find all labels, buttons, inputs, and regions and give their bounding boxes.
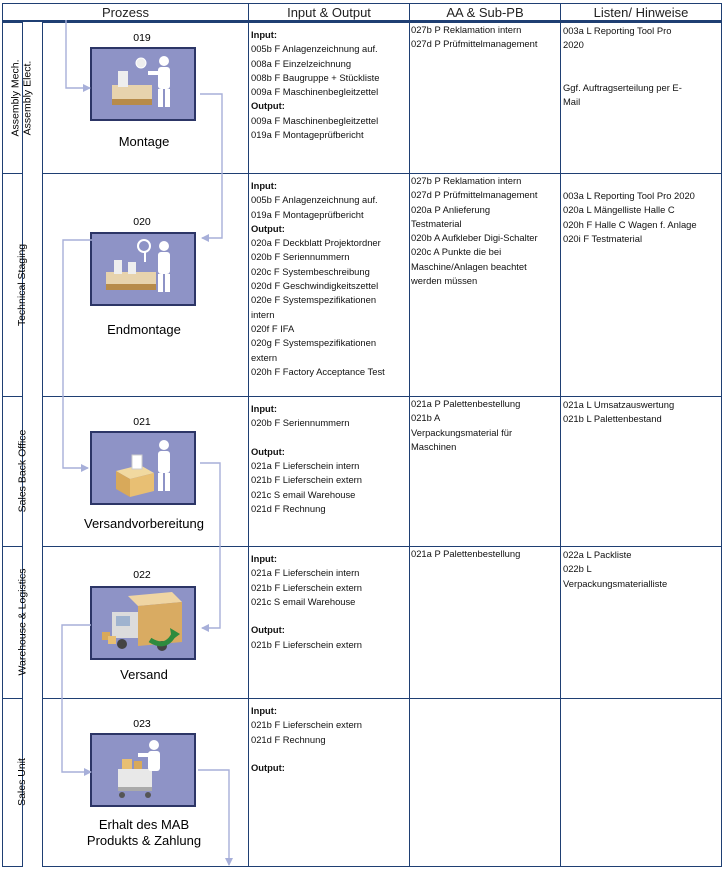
process-name: Montage [118,134,170,149]
text-line: Input: [251,180,278,191]
text-line: Output: [251,222,285,234]
connector-021-to-022 [200,463,220,628]
text-line: Output: [251,100,285,112]
text-line: 022a L Packliste [563,549,632,560]
text-line: 021d F Rechnung [251,503,326,515]
text-line: 003a L Reporting Tool Pro 2020 [563,25,672,51]
text-line: 021b F Lieferschein extern [251,719,363,731]
text-line: 020h F Halle C Wagen f. Anlage [563,218,697,230]
text-line: 021d F Rechnung [251,733,326,745]
text-line: 021a F Lieferschein intern [251,460,360,472]
text-line: 020g F Systemspezifikationen extern [251,337,377,363]
text-line: 021a P Palettenbestellung [411,548,521,559]
process-name: Endmontage [107,322,181,337]
process-number: 023 [133,718,151,730]
text-line: 021a P Palettenbestellung [411,398,521,409]
process-name: Erhalt des MAB Produkts & Zahlung [86,817,202,848]
text-line: Ggf. Auftragserteilung per E- Mail [563,82,682,108]
text-line: Input: [251,403,278,414]
text-line: 021b A Verpackungsmaterial für Maschinen [411,412,513,452]
text-line: Output: [251,762,285,774]
text-line: 020a F Deckblatt Projektordner [251,237,381,249]
text-line: 020i F Testmaterial [563,232,643,244]
text-line: 021a F Lieferschein intern [251,567,360,579]
text-line: 021c S email Warehouse [251,595,356,607]
process-number: 019 [133,32,151,44]
text-line: Input: [251,553,278,564]
text-line: Output: [251,624,285,636]
text-line: 027b P Reklamation intern [411,24,522,35]
header-aa-sub-pb: AA & Sub-PB [409,3,561,22]
header-listen-hinweise: Listen/ Hinweise [560,3,722,22]
text-line: 027d P Prüfmittelmanagement [411,38,538,50]
lane-label-text: Sales Back Office [16,429,28,513]
text-line: 020d F Geschwindigkeitszettel [251,280,379,292]
text-line: 020c A Punkte die bei Maschine/Anlagen beachtet werden müssen [411,246,527,287]
process-number: 020 [133,216,151,228]
text-line: 019a F Montageprüfbericht [251,208,364,220]
lane-label-text: Assembly Mech. Assembly Elect. [10,58,34,137]
lane-label-text: Warehouse & Logistics [16,568,28,676]
text-line: 020b F Seriennummern [251,251,350,263]
text-line: 009a F Maschinenbegleitzettel [251,86,379,98]
text-line: 020b F Seriennummern [251,417,350,429]
process-number: 021 [133,416,151,428]
text-line: 021b F Lieferschein extern [251,638,363,650]
text-line: 020a P Anlieferung Testmaterial [411,203,491,229]
header-prozess: Prozess [2,3,249,22]
text-line: 021b F Lieferschein extern [251,581,363,593]
text-line: 021c S email Warehouse [251,488,356,500]
text-line: 021a L Umsatzauswertung [563,399,675,410]
process-number: 022 [133,569,151,581]
connector-022-to-023 [62,625,91,772]
text-line: 009a F Maschinenbegleitzettel [251,114,379,126]
text-line: Input: [251,29,278,40]
text-line: 005b F Anlagenzeichnung auf. [251,43,378,55]
text-line: Input: [251,705,278,716]
lane-label-text: Sales Unit [16,758,29,806]
connector-019-to-020 [200,94,222,238]
text-line: 021b F Lieferschein extern [251,474,363,486]
text-line: 021b L Palettenbestand [563,413,662,425]
text-line: 027d P Prüfmittelmanagement [411,189,538,201]
text-line: 005b F Anlagenzeichnung auf. [251,194,378,206]
text-line: 020h F Factory Acceptance Test [251,365,385,377]
connector-023-end [198,770,229,865]
text-line: 020e F Systemspezifikationen intern [251,294,377,320]
text-line: 020b A Aufkleber Digi-Schalter [411,232,538,244]
text-line: 008b F Baugruppe + Stückliste [251,71,380,83]
text-line: 027b P Reklamation intern [411,175,522,186]
text-line: 020a L Mängelliste Halle C [563,204,675,216]
text-line: 008a F Einzelzeichnung [251,57,352,69]
text-line: 020c F Systembeschreibung [251,265,370,277]
text-line: 003a L Reporting Tool Pro 2020 [563,190,695,201]
lane-label-text: Technical Staging [16,243,28,326]
process-name: Versandvorbereitung [84,516,204,531]
process-name: Versand [120,667,168,682]
connector-start-to-019 [66,20,90,88]
text-line: Output: [251,445,285,457]
text-line: 019a F Montageprüfbericht [251,129,364,141]
header-input-output: Input & Output [248,3,410,22]
text-line: 022b L Verpackungsmaterialliste [563,563,668,589]
text-line: 020f F IFA [251,322,295,334]
connector-020-to-021 [63,240,92,468]
